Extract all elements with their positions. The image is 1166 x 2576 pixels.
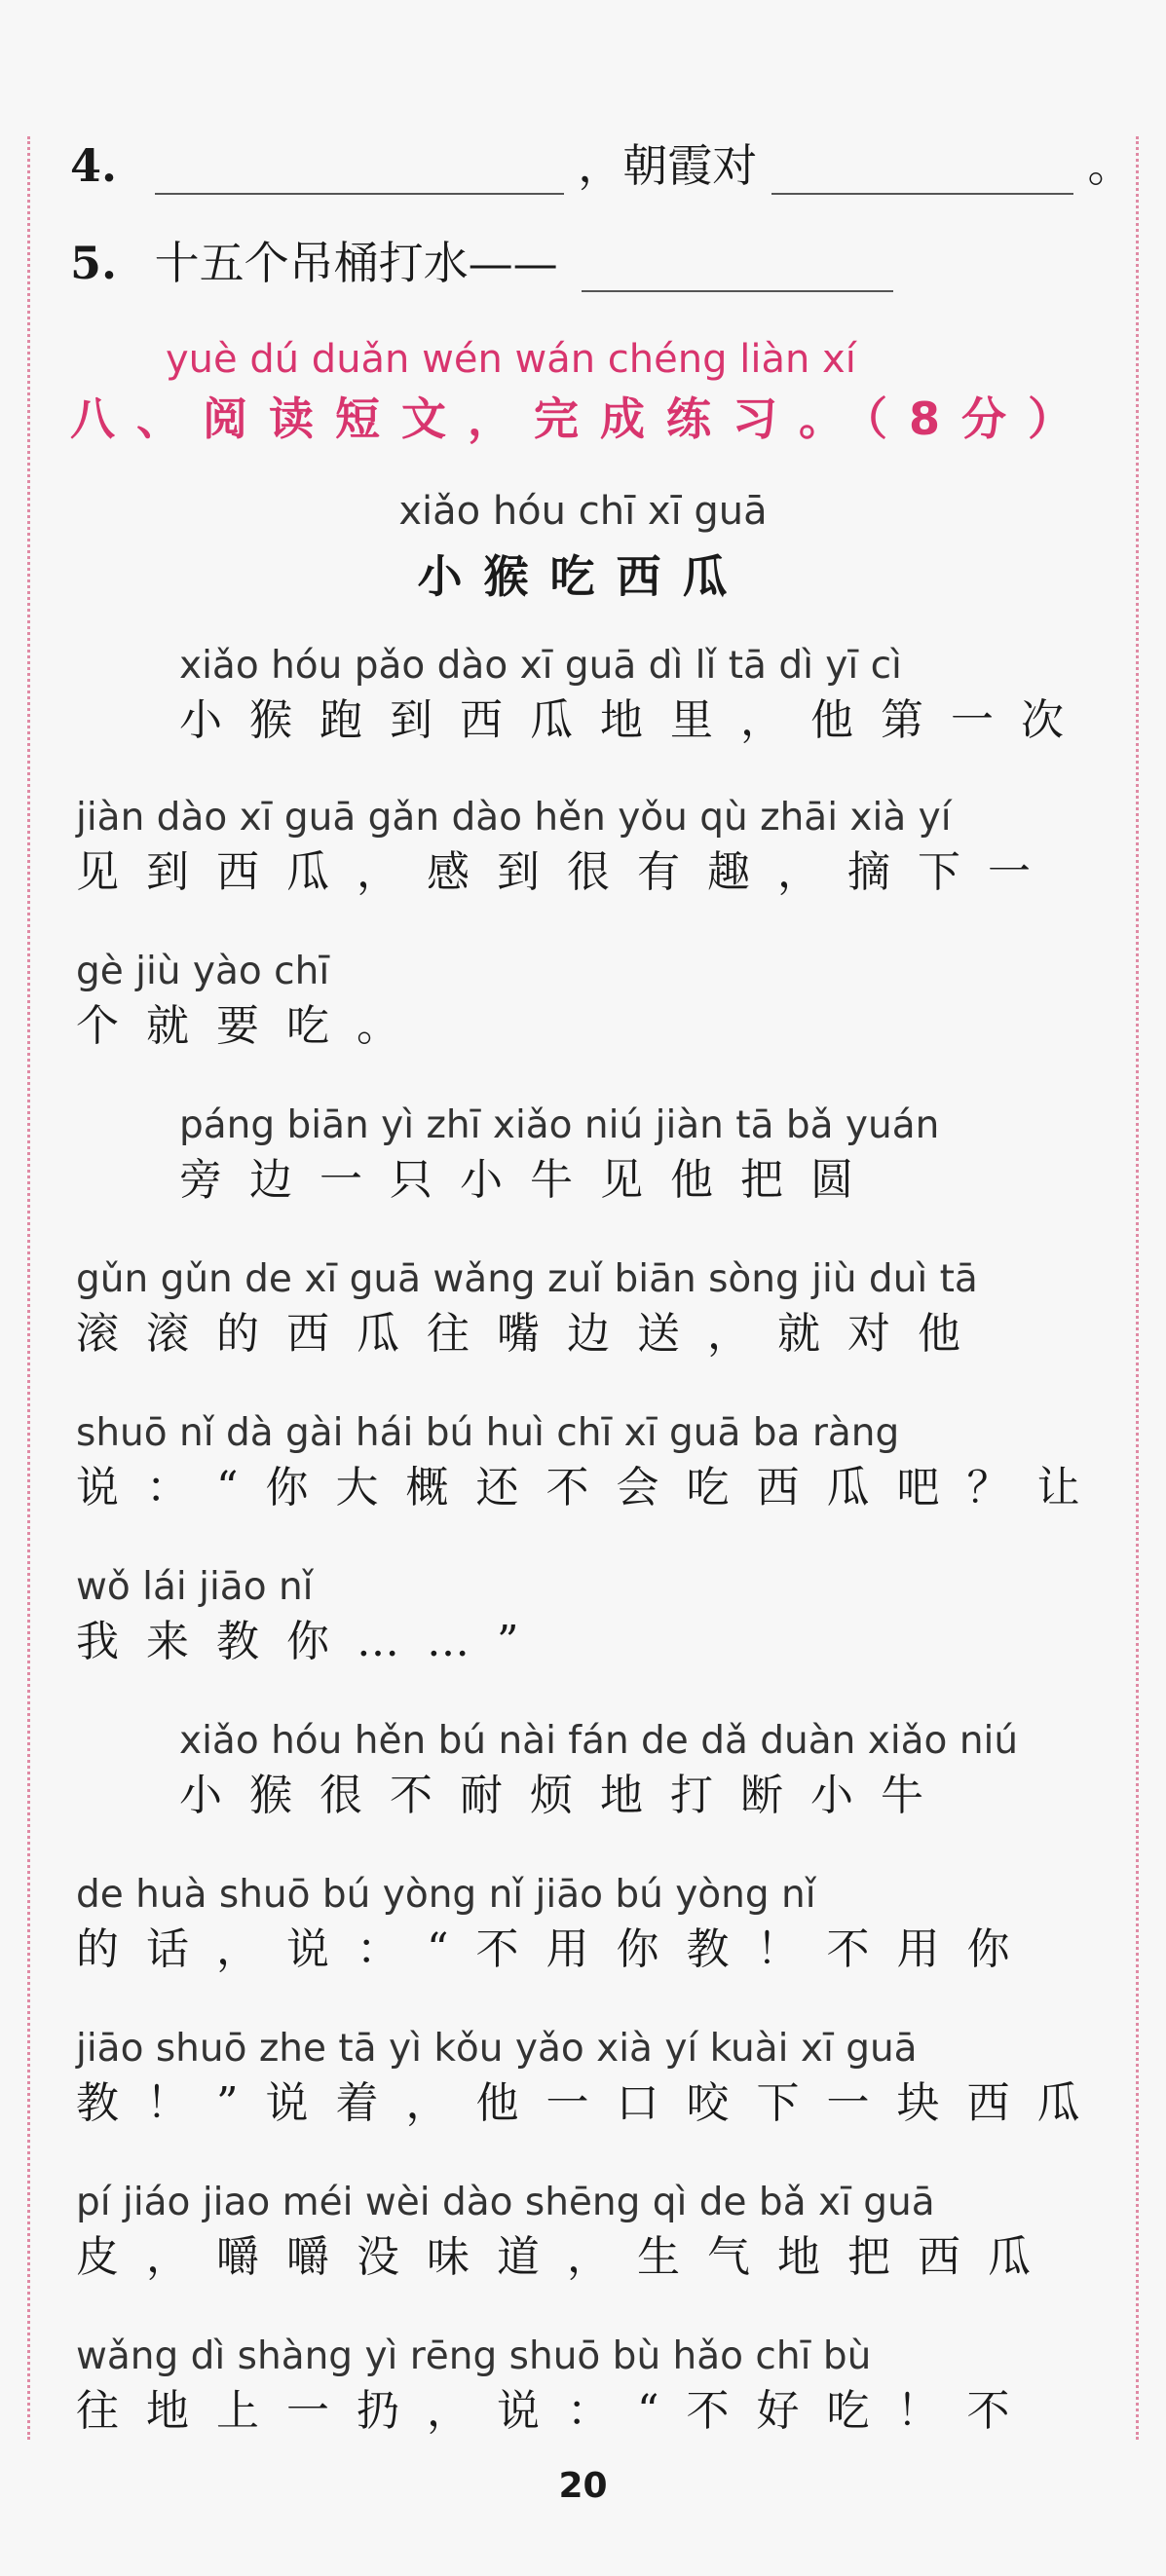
text-line [76, 1562, 1099, 1671]
pinyin-line: shuō nǐ dà gài hái bú huì chī xī guā ba ràng [76, 1411, 900, 1455]
text-line [76, 2024, 1108, 2133]
question-text: 十五个吊桶打水—— [154, 237, 558, 289]
question-5 [70, 234, 893, 292]
chinese-line: 教！”说着，他一口咬下一块西瓜 [76, 2078, 1108, 2128]
pinyin-line: jiāo shuō zhe tā yì kǒu yǎo xià yí kuài xī guā [76, 2027, 918, 2071]
pinyin-line: de huà shuō bú yòng nǐ jiāo bú yòng nǐ [76, 1873, 816, 1917]
right-margin-line [1136, 136, 1139, 2440]
pinyin-line: jiàn dào xī guā gǎn dào hěn yǒu qù zhāi xià yí [76, 796, 952, 840]
pinyin-line: gè jiù yào chī [76, 950, 330, 993]
text-line [76, 1254, 1099, 1363]
pinyin-line: wǒ lái jiāo nǐ [76, 1565, 314, 1609]
text-line [76, 2178, 1099, 2287]
pinyin-line: xiǎo hóu hěn bú nài fán de dǎ duàn xiǎo niú [179, 1719, 1019, 1763]
page-number: 20 [558, 2466, 608, 2506]
pinyin-line: gǔn gǔn de xī guā wǎng zuǐ biān sòng jiù duì tā [76, 1257, 978, 1301]
answer-blank[interactable] [582, 251, 893, 292]
text-line [179, 641, 1099, 750]
question-number: 4. [70, 139, 118, 192]
question-end: 。 [1087, 139, 1133, 192]
text-line [76, 1870, 1099, 1979]
text-line [76, 947, 1099, 1056]
text-line [76, 793, 1099, 902]
chinese-line: 个就要吃。 [76, 1001, 427, 1051]
left-margin-line [27, 136, 30, 2440]
chinese-line: 滚滚的西瓜往嘴边送，就对他 [76, 1309, 988, 1359]
chinese-line: 往地上一扔，说：“不好吃！不 [76, 2386, 1037, 2436]
pinyin-line: xiǎo hóu pǎo dào xī guā dì lǐ tā dì yī cì [179, 644, 902, 688]
chinese-line: 旁边一只小牛见他把圆 [179, 1155, 881, 1205]
text-line [179, 1716, 1099, 1825]
section-pinyin: yuè dú duǎn wén wán chéng liàn xí [166, 337, 856, 382]
pinyin-line: pí jiáo jiao méi wèi dào shēng qì de bǎ xī guā [76, 2181, 935, 2224]
question-number: 5. [70, 237, 118, 289]
answer-blank[interactable] [771, 154, 1073, 195]
text-line [179, 1101, 1099, 1210]
story-title-pinyin: xiǎo hóu chī xī guā [398, 489, 768, 534]
text-line [76, 1408, 1108, 1517]
question-4 [70, 136, 1133, 195]
chinese-line: 皮，嚼嚼没味道，生气地把西瓜 [76, 2232, 1058, 2282]
question-text: ，朝霞对 [578, 139, 758, 192]
chinese-line: 小猴很不耐烦地打断小牛 [179, 1771, 951, 1820]
chinese-line: 的话，说：“不用你教！不用你 [76, 1924, 1037, 1974]
story-title: 小猴吃西瓜 [417, 550, 749, 603]
chinese-line: 见到西瓜，感到很有趣，摘下一 [76, 847, 1058, 897]
answer-blank[interactable] [155, 154, 564, 195]
text-line [76, 2332, 1099, 2441]
chinese-line: 小猴跑到西瓜地里，他第一次 [179, 695, 1091, 745]
chinese-line: 我来教你……” [76, 1617, 546, 1666]
chinese-line: 说：“你大概还不会吃西瓜吧？让 [76, 1463, 1108, 1512]
section-title: 八、阅读短文，完成练习。（8分） [70, 392, 1095, 445]
pinyin-line: wǎng dì shàng yì rēng shuō bù hǎo chī bù [76, 2334, 872, 2378]
pinyin-line: páng biān yì zhī xiǎo niú jiàn tā bǎ yuán [179, 1103, 940, 1147]
